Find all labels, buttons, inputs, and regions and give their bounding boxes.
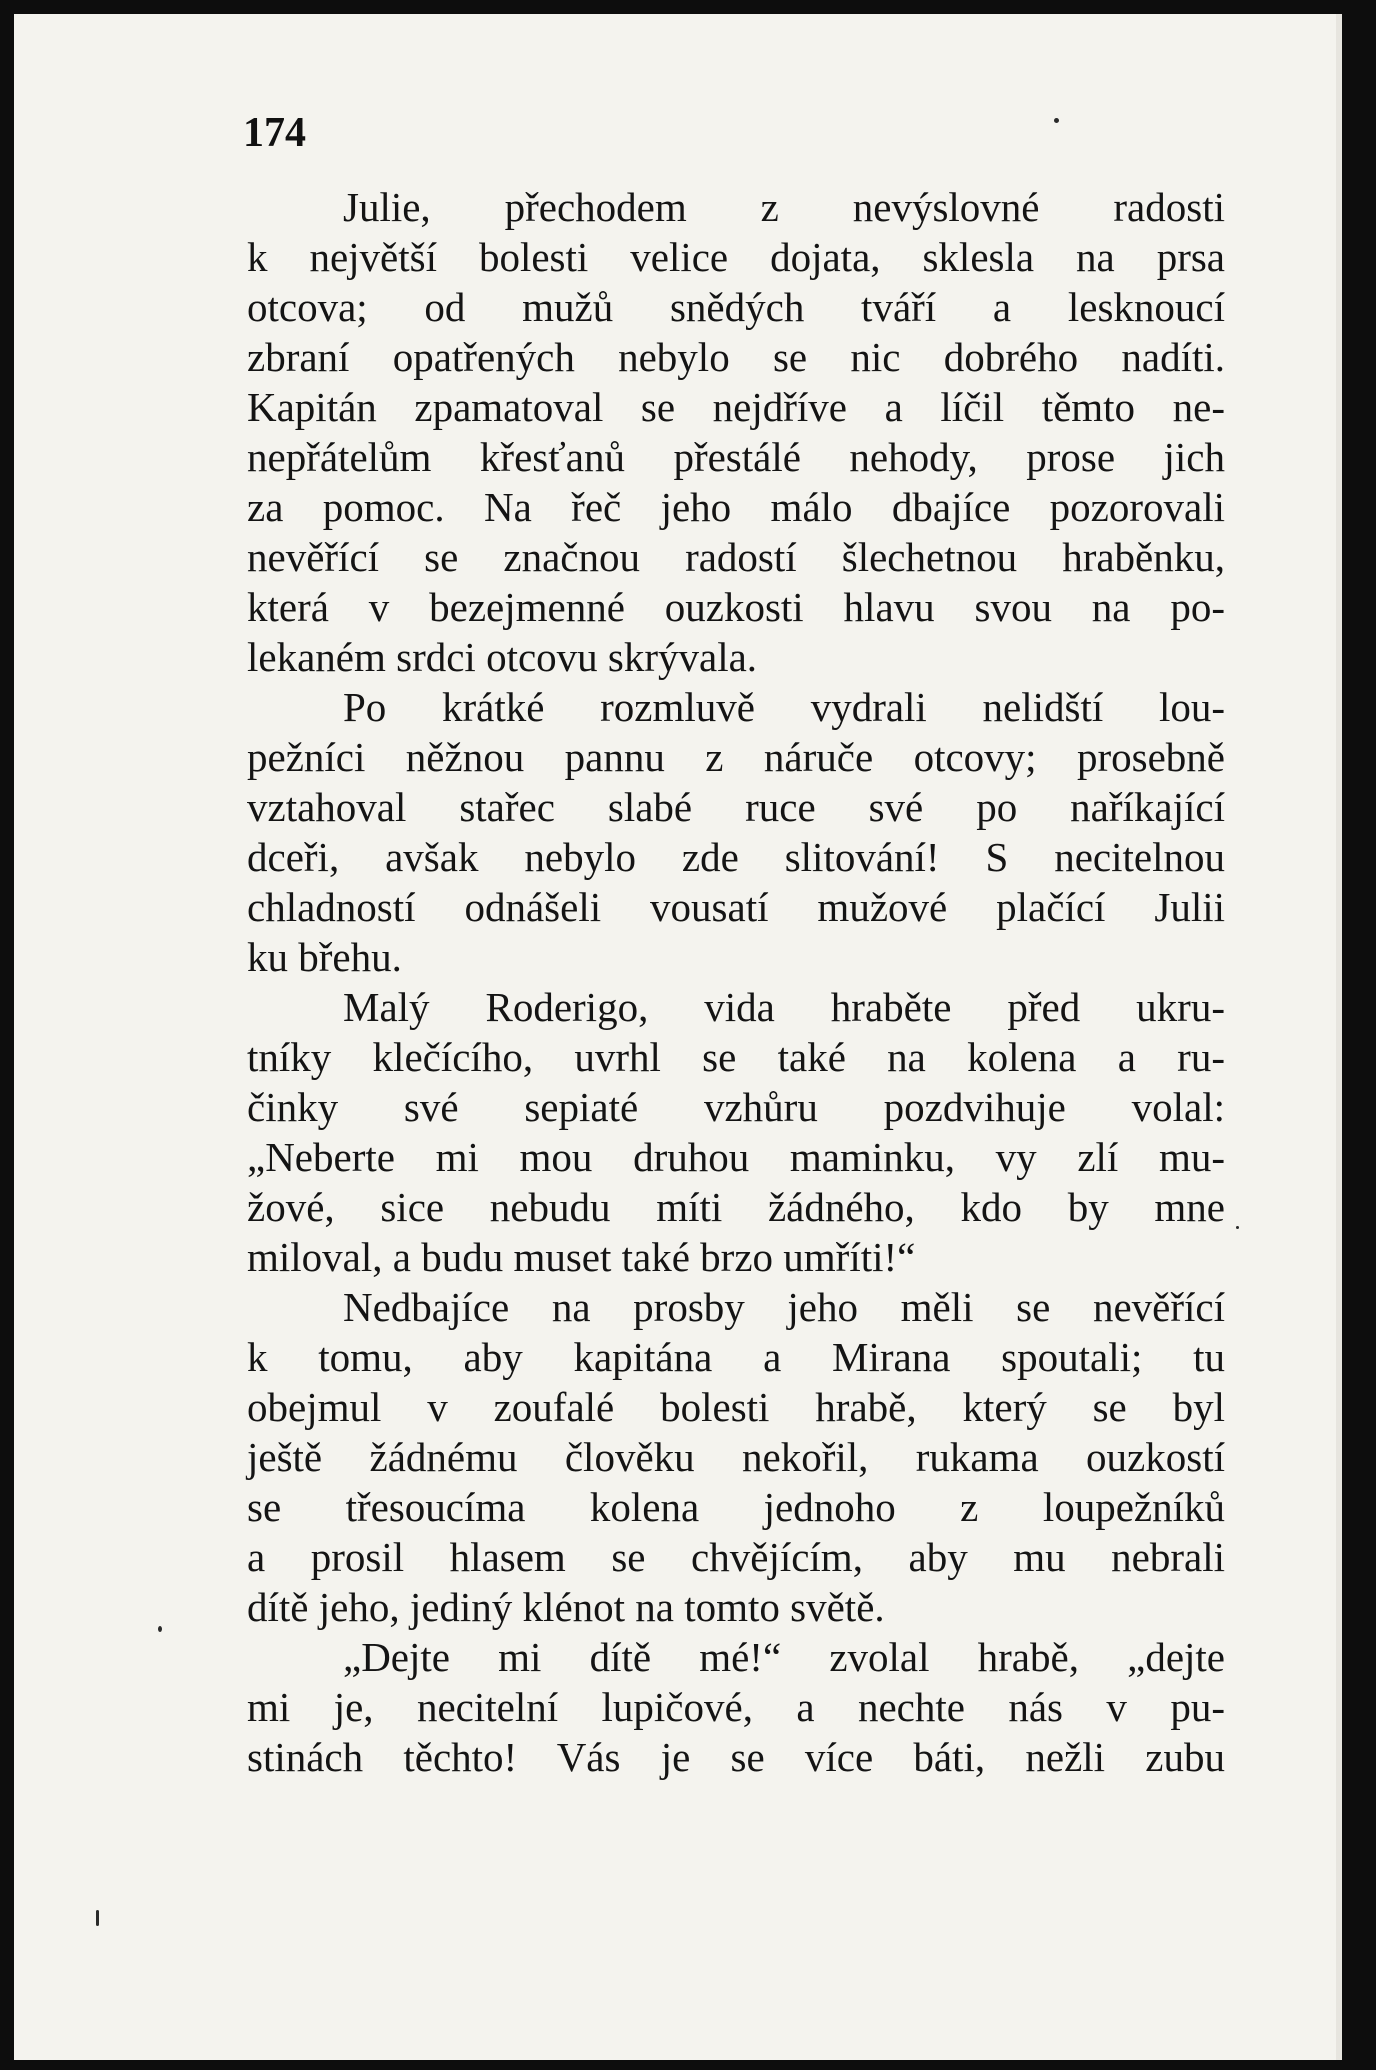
text-line: nepřátelům křesťanů přestálé nehody, prose jich <box>247 434 1225 480</box>
text-line: zbraní opatřených nebylo se nic dobrého nadíti. <box>247 334 1225 380</box>
text-line: Julie, přechodem z nevýslovné radosti <box>343 184 1225 230</box>
text-line: žové, sice nebudu míti žádného, kdo by mne <box>247 1184 1225 1230</box>
text-line: Malý Roderigo, vida hraběte před ukru- <box>343 984 1225 1030</box>
text-line: nevěřící se značnou radostí šlechetnou hraběnku, <box>247 534 1225 580</box>
page-number: 174 <box>243 110 306 156</box>
text-line: otcova; od mužů snědých tváří a lesknoucí <box>247 284 1225 330</box>
text-line: pežníci něžnou pannu z náruče otcovy; prosebně <box>247 734 1225 780</box>
text-line: tníky klečícího, uvrhl se také na kolena a ru- <box>247 1034 1225 1080</box>
page-edge-strip <box>1336 14 1342 2060</box>
text-line: lekaném srdci otcovu skrývala. <box>247 634 758 680</box>
text-line: dítě jeho, jediný klénot na tomto světě. <box>247 1584 885 1630</box>
ink-speck <box>158 1626 162 1632</box>
text-line: miloval, a budu muset také brzo umříti!“ <box>247 1234 916 1280</box>
text-line: za pomoc. Na řeč jeho málo dbajíce pozorovali <box>247 484 1225 530</box>
text-line: dceři, avšak nebylo zde slitování! S necitelnou <box>247 834 1225 880</box>
ink-speck <box>96 1910 99 1926</box>
ink-speck <box>1054 118 1059 123</box>
body-text <box>247 182 1225 1782</box>
text-line: činky své sepiaté vzhůru pozdvihuje volal: <box>247 1084 1225 1130</box>
paragraph <box>247 682 1225 982</box>
text-line: obejmul v zoufalé bolesti hrabě, který se byl <box>247 1384 1225 1430</box>
paragraph <box>247 1282 1225 1632</box>
text-line: stinách těchto! Vás je se více báti, nežli zubu <box>247 1734 1225 1780</box>
text-line: vztahoval stařec slabé ruce své po naříkající <box>247 784 1225 830</box>
text-line: a prosil hlasem se chvějícím, aby mu nebrali <box>247 1534 1225 1580</box>
text-line: k největší bolesti velice dojata, sklesla na prsa <box>247 234 1225 280</box>
text-line: ještě žádnému člověku nekořil, rukama ouzkostí <box>247 1434 1225 1480</box>
paragraph <box>247 982 1225 1282</box>
text-line: se třesoucíma kolena jednoho z loupežníků <box>247 1484 1225 1530</box>
text-line: „Dejte mi dítě mé!“ zvolal hrabě, „dejte <box>343 1634 1225 1680</box>
text-line: ku břehu. <box>247 934 402 980</box>
text-line: chladností odnášeli vousatí mužové plačící Julii <box>247 884 1225 930</box>
paragraph <box>247 1632 1225 1782</box>
text-line: Po krátké rozmluvě vydrali nelidští lou- <box>343 684 1225 730</box>
text-line: „Neberte mi mou druhou maminku, vy zlí mu- <box>247 1134 1225 1180</box>
text-line: která v bezejmenné ouzkosti hlavu svou na po- <box>247 584 1225 630</box>
text-line: k tomu, aby kapitána a Mirana spoutali; tu <box>247 1334 1225 1380</box>
paragraph <box>247 182 1225 682</box>
text-line: mi je, necitelní lupičové, a nechte nás v pu- <box>247 1684 1225 1730</box>
text-line: Kapitán zpamatoval se nejdříve a líčil těmto ne- <box>247 384 1225 430</box>
text-line: Nedbajíce na prosby jeho měli se nevěřící <box>343 1284 1225 1330</box>
ink-speck <box>1236 1226 1239 1229</box>
